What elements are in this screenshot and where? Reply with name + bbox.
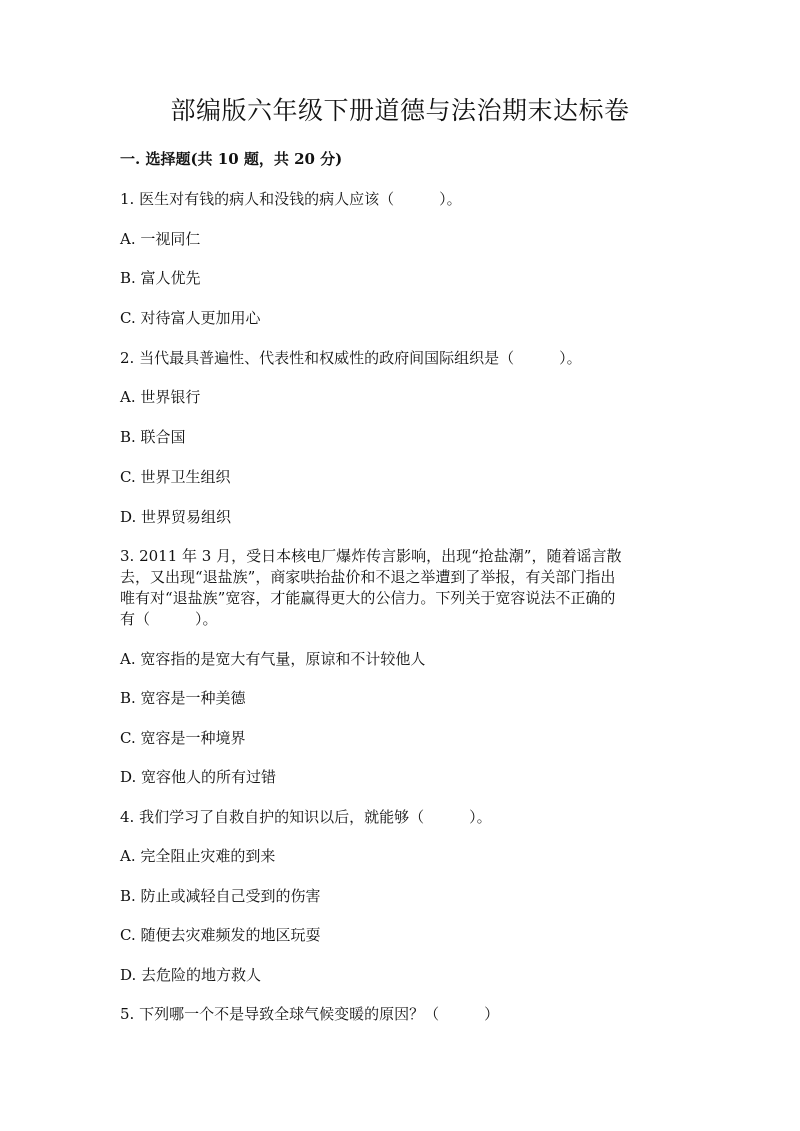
question-3-option-d: D. 宽容他人的所有过错 — [120, 768, 277, 786]
question-3-stem-line-2: 去，又出现“退盐族”，商家哄抬盐价和不退之举遭到了举报，有关部门指出 — [120, 568, 616, 586]
question-3-option-a: A. 宽容指的是宽大有气量，原谅和不计较他人 — [120, 650, 426, 668]
question-3-stem-line-1: 3. 2011 年 3 月，受日本核电厂爆炸传言影响，出现“抢盐潮”，随着谣言散 — [120, 547, 622, 565]
question-2-option-c: C. 世界卫生组织 — [120, 468, 231, 486]
question-3-option-b: B. 宽容是一种美德 — [120, 689, 246, 707]
question-2-option-d: D. 世界贸易组织 — [120, 508, 232, 526]
question-3-option-c: C. 宽容是一种境界 — [120, 729, 246, 747]
question-2-option-b: B. 联合国 — [120, 428, 186, 446]
question-5-stem: 5. 下列哪一个不是导致全球气候变暖的原因？（ ） — [120, 1005, 500, 1023]
question-3-stem-line-4: 有（ ）。 — [120, 610, 218, 628]
question-2-option-a: A. 世界银行 — [120, 388, 201, 406]
question-1-stem: 1. 医生对有钱的病人和没钱的病人应该（ ）。 — [120, 190, 462, 208]
question-2-stem: 2. 当代最具普遍性、代表性和权威性的政府间国际组织是（ ）。 — [120, 349, 582, 367]
question-4-option-b: B. 防止或减轻自己受到的伤害 — [120, 887, 321, 905]
question-1-option-b: B. 富人优先 — [120, 269, 201, 287]
question-1-option-a: A. 一视同仁 — [120, 230, 201, 248]
question-1-option-c: C. 对待富人更加用心 — [120, 309, 261, 327]
section-heading: 一. 选择题(共 10 题，共 20 分) — [120, 150, 343, 168]
question-4-option-d: D. 去危险的地方救人 — [120, 966, 262, 984]
question-4-stem: 4. 我们学习了自救自护的知识以后，就能够（ ）。 — [120, 808, 492, 826]
question-3-stem-line-3: 唯有对“退盐族”宽容，才能赢得更大的公信力。下列关于宽容说法不正确的 — [120, 589, 616, 607]
question-4-option-a: A. 完全阻止灾难的到来 — [120, 847, 276, 865]
question-4-option-c: C. 随便去灾难频发的地区玩耍 — [120, 926, 321, 944]
page-title: 部编版六年级下册道德与法治期末达标卷 — [170, 96, 630, 125]
